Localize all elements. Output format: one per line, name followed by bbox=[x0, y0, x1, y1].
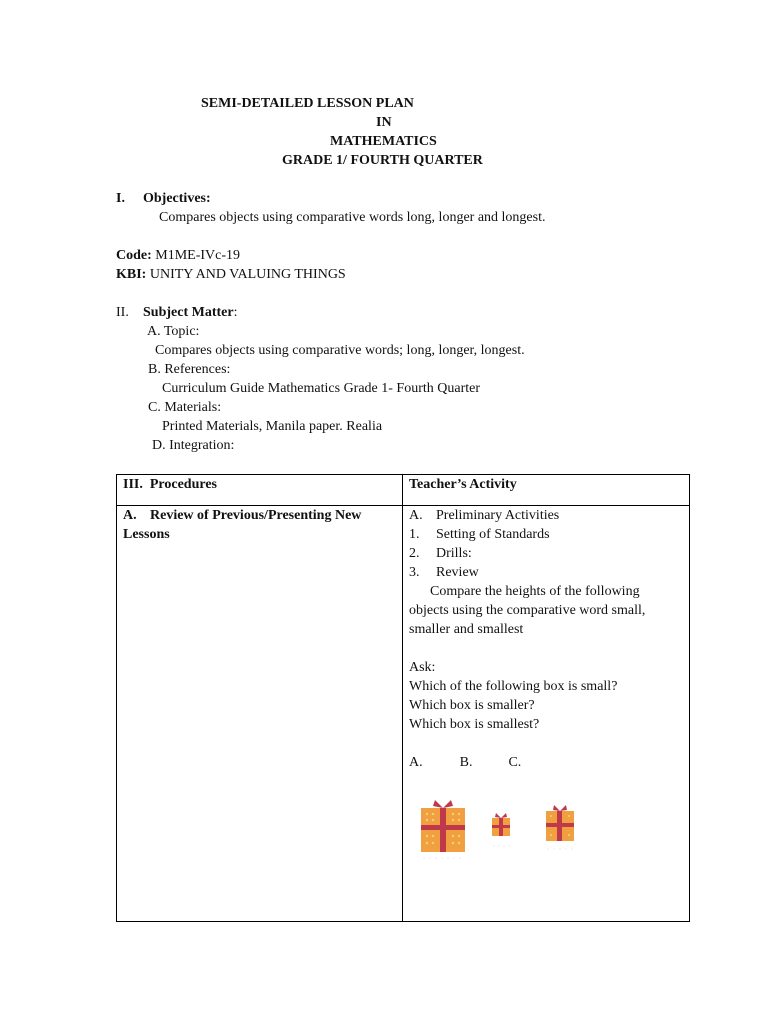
list-item-number: 1. bbox=[409, 527, 420, 542]
list-item-text: Setting of Standards bbox=[436, 527, 550, 542]
choice-b-label: B. bbox=[459, 755, 473, 770]
title-line-3: MATHEMATICS bbox=[330, 134, 437, 149]
question-1: Which of the following box is small? bbox=[409, 679, 618, 694]
subject-matter-number: II. bbox=[116, 305, 129, 320]
compare-line-3: smaller and smallest bbox=[409, 622, 524, 637]
procedures-table bbox=[116, 474, 690, 922]
list-item bbox=[409, 563, 683, 582]
preliminary-activities bbox=[409, 506, 683, 525]
code-value: M1ME-IVc-19 bbox=[155, 248, 241, 263]
choice-a-label: A. bbox=[409, 755, 423, 770]
review-cell bbox=[117, 506, 403, 922]
subject-matter-heading: Subject Matter bbox=[143, 305, 234, 320]
question-2: Which box is smaller? bbox=[409, 698, 535, 713]
teacher-activity-cell bbox=[403, 506, 690, 922]
materials-label: C. Materials: bbox=[148, 400, 222, 415]
procedures-header: III. Procedures bbox=[123, 477, 217, 492]
procedures-row-review bbox=[117, 506, 690, 922]
subject-matter-colon: : bbox=[233, 305, 238, 320]
teacher-activity-header-cell bbox=[403, 475, 690, 506]
list-item-text: Review bbox=[436, 565, 479, 580]
materials-text: Printed Materials, Manila paper. Realia bbox=[162, 419, 383, 434]
integration-label: D. Integration: bbox=[152, 438, 235, 453]
objectives-heading: Objectives: bbox=[143, 191, 211, 206]
choices-line bbox=[409, 753, 683, 772]
gift-box-icon-large bbox=[418, 796, 468, 864]
gift-box-icon-medium bbox=[543, 795, 577, 855]
references-text: Curriculum Guide Mathematics Grade 1- Fourth Quarter bbox=[162, 381, 481, 396]
objectives-number: I. bbox=[116, 191, 125, 206]
code-label: Code: bbox=[116, 248, 152, 263]
title-line-1: SEMI-DETAILED LESSON PLAN bbox=[201, 96, 414, 111]
gift-box-icon-small bbox=[490, 806, 512, 852]
kbi-label: KBI: bbox=[116, 267, 147, 282]
preliminary-marker: A. bbox=[409, 508, 423, 523]
question-3: Which box is smallest? bbox=[409, 717, 540, 732]
topic-label: A. Topic: bbox=[147, 324, 200, 339]
procedures-header-cell bbox=[117, 475, 403, 506]
review-heading-line bbox=[123, 506, 396, 525]
list-item-text: Drills: bbox=[436, 546, 472, 561]
topic-text: Compares objects using comparative words; long, longer, longest. bbox=[155, 343, 525, 358]
ask-label: Ask: bbox=[409, 660, 436, 675]
review-heading-line-2: Lessons bbox=[123, 527, 170, 542]
procedures-table-header bbox=[117, 475, 690, 506]
review-heading-text: Review of Previous/Presenting New bbox=[150, 508, 362, 523]
compare-line-2: objects using the comparative word small, bbox=[409, 603, 646, 618]
subject-matter-heading-line bbox=[143, 303, 237, 322]
code-line bbox=[116, 246, 240, 265]
list-item-number: 3. bbox=[409, 565, 420, 580]
title-line-2: IN bbox=[376, 115, 392, 130]
compare-line-1: Compare the heights of the following bbox=[430, 584, 640, 599]
references-label: B. References: bbox=[148, 362, 231, 377]
kbi-value: UNITY AND VALUING THINGS bbox=[149, 267, 346, 282]
teacher-activity-header: Teacher’s Activity bbox=[409, 477, 517, 492]
review-marker: A. bbox=[123, 508, 137, 523]
objectives-text: Compares objects using comparative words long, longer and longest. bbox=[159, 210, 546, 225]
list-item bbox=[409, 544, 683, 563]
list-item bbox=[409, 525, 683, 544]
choice-c-label: C. bbox=[508, 755, 522, 770]
kbi-line bbox=[116, 265, 346, 284]
preliminary-text: Preliminary Activities bbox=[436, 508, 560, 523]
title-line-4: GRADE 1/ FOURTH QUARTER bbox=[282, 153, 483, 168]
list-item-number: 2. bbox=[409, 546, 420, 561]
